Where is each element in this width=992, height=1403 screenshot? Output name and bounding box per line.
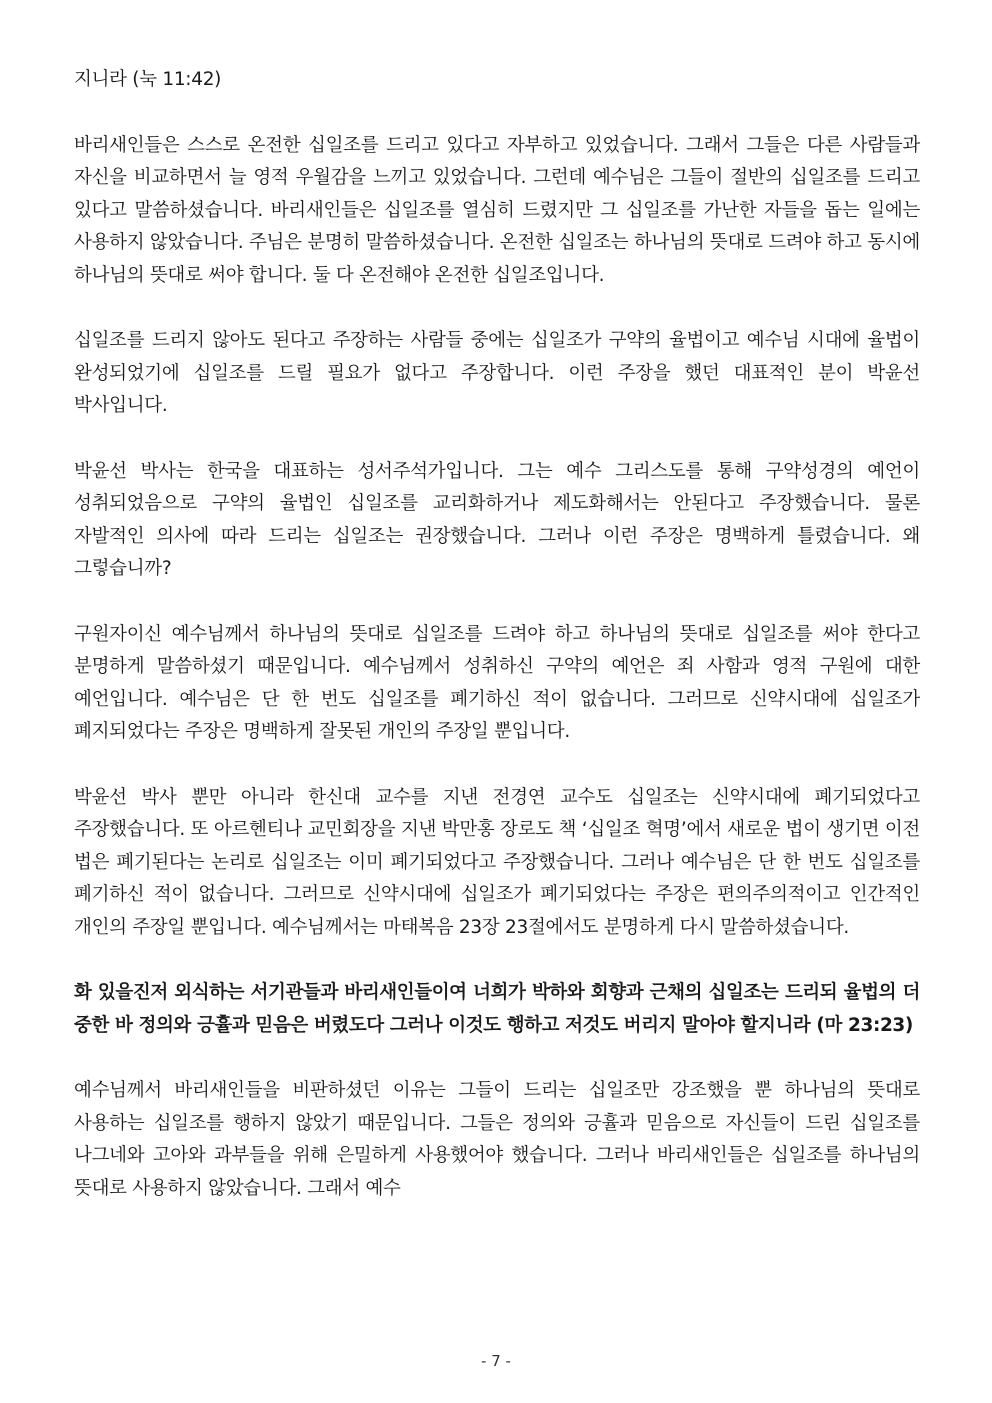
paragraph: 십일조를 드리지 않아도 된다고 주장하는 사람들 중에는 십일조가 구약의 율법이고 예수님 시대에 율법이 완성되었기에 십일조를 드릴 필요가 없다고 주장합니다. 이런 주장을 했던 대표적인 분이 박윤선 박사입니다. bbox=[74, 330, 920, 416]
paragraph: 박윤선 박사 뿐만 아니라 한신대 교수를 지낸 전경연 교수도 십일조는 신약시대에 폐기되었다고 주장했습니다. 또 아르헨티나 교민회장을 지낸 박만홍 장로도 책 ‘십일조 혁명’에서 새로운 법이 생기면 이전 법은 폐기된다는 논리로 십일조는 이미 폐기되었다고 주장했습니다. 그러나 예수님은 단 한 번도 십일조를 폐기하신 적이 없습니다. 그러므로 신약시대에 십일조가 폐기되었다는 주장은 편의주의적이고 인간적인 개인의 주장일 뿐입니다. 예수님께서는 마태복음 23장 23절에서도 분명하게 다시 말씀하셨습니다. bbox=[74, 786, 920, 938]
paragraph: 박윤선 박사는 한국을 대표하는 성서주석가입니다. 그는 예수 그리스도를 통해 구약성경의 예언이 성취되었음으로 구약의 율법인 십일조를 교리화하거나 제도화해서는 안된다고 주장했습니다. 물론 자발적인 의사에 따라 드리는 십일조는 권장했습니다. 그러나 이런 주장은 명백하게 틀렸습니다. 왜 그렇습니까? bbox=[74, 460, 920, 579]
verse-reference-line: 지니라 (눅 11:42) bbox=[74, 69, 222, 90]
paragraph: 바리새인들은 스스로 온전한 십일조를 드리고 있다고 자부하고 있었습니다. 그래서 그들은 다른 사람들과 자신을 비교하면서 늘 영적 우월감을 느끼고 있었습니다. 그런데 예수님은 그들이 절반의 십일조를 드리고 있다고 말씀하셨습니다. 바리새인들은 십일조를 열심히 드렸지만 그 십일조를 가난한 자들을 돕는 일에는 사용하지 않았습니다. 주님은 분명히 말씀하셨습니다. 온전한 십일조는 하나님의 뜻대로 드려야 하고 동시에 하나님의 뜻대로 써야 합니다. 둘 다 온전해야 온전한 십일조입니다. bbox=[74, 134, 920, 286]
paragraph: 예수님께서 바리새인들을 비판하셨던 이유는 그들이 드리는 십일조만 강조했을 뿐 하나님의 뜻대로 사용하는 십일조를 행하지 않았기 때문입니다. 그들은 정의와 긍휼과 믿음으로 자신들이 드린 십일조를 나그네와 고아와 과부들을 위해 은밀하게 사용했어야 했습니다. 그러나 바리새인들은 십일조를 하나님의 뜻대로 사용하지 않았습니다. 그래서 예수 bbox=[74, 1080, 920, 1199]
paragraph: 구원자이신 예수님께서 하나님의 뜻대로 십일조를 드려야 하고 하나님의 뜻대로 십일조를 써야 한다고 분명하게 말씀하셨기 때문입니다. 예수님께서 성취하신 구약의 예언은 죄 사함과 영적 구원에 대한 예언입니다. 예수님은 단 한 번도 십일조를 폐기하신 적이 없습니다. 그러므로 신약시대에 십일조가 폐지되었다는 주장은 명백하게 잘못된 개인의 주장일 뿐입니다. bbox=[74, 623, 920, 742]
document-body bbox=[74, 64, 920, 1238]
page-number: - 7 - bbox=[481, 1352, 511, 1370]
scripture-quote: 화 있을진저 외식하는 서기관들과 바리새인들이여 너희가 박하와 회향과 근채의 십일조는 드리되 율법의 더 중한 바 정의와 긍휼과 믿음은 버렸도다 그러나 이것도 행하고 저것도 버리지 말아야 할지니라 (마 23:23) bbox=[74, 982, 920, 1036]
